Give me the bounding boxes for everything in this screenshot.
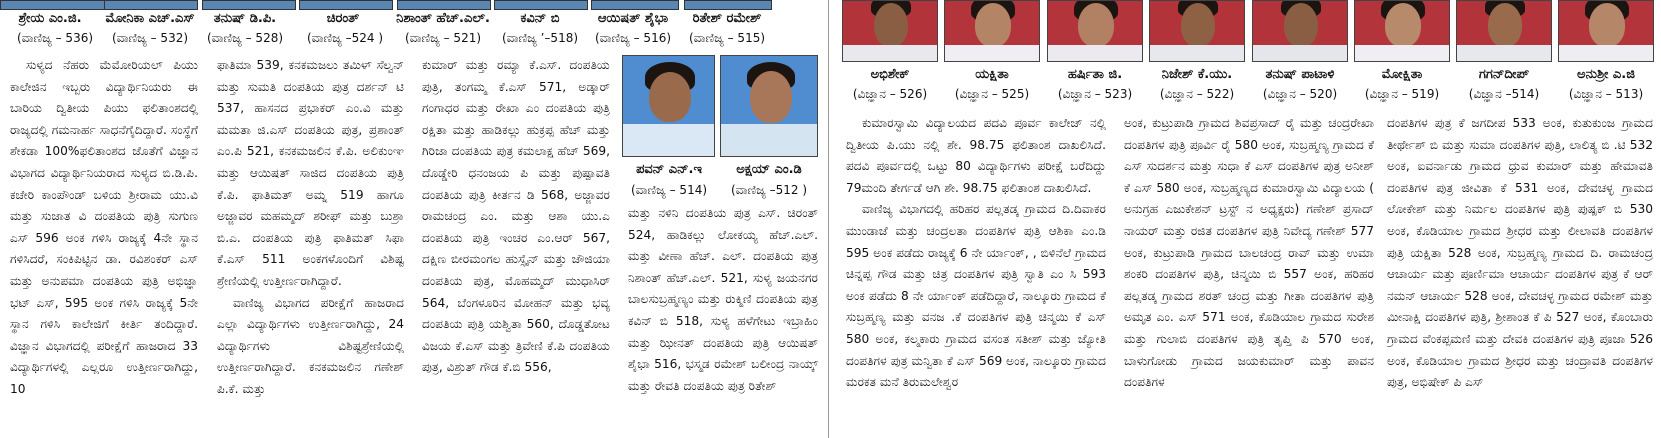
student-stream-score: (ವಾಣಿಜ್ಯ – 521): [404, 31, 482, 45]
student-stream-score: (ವಾಣಿಜ್ಯ – 516): [594, 31, 672, 45]
student-stream-score: (ವಿಜ್ಞಾನ – 525): [954, 87, 1030, 101]
student-stream-score: (ವಿಜ್ಞಾನ – 513): [1568, 87, 1644, 101]
student-stream-score: (ವಾಣಿಜ್ಯ – 536): [16, 31, 94, 45]
student-name: ಮೋಕ್ಷಿತಾ: [1381, 67, 1423, 82]
student-photo: [684, 0, 772, 10]
student-photo: [944, 0, 1040, 62]
paragraph: ವಾಣಿಜ್ಯ ವಿಭಾಗದಲ್ಲಿ ಹರಿಹರ ಪಲ್ಲತಡ್ಕ ಗ್ರಾಮದ ದಿ.ದಿವಾಕರ ಮುಂಡಾಜೆ ಮತ್ತು ಚಂದ್ರಲತಾ ದಂಪತಿಗಳ ಪುತ್ರಿ ಆಶಿಕಾ ಎಂ.ಡಿ 595 ಅಂಕ ಪಡೆದು ರಾಜ್ಯಕ್ಕೆ 6 ನೇ ರ್ಯಾಂಕ್, , ಬಿಳಿನೆಲೆ ಗ್ರಾಮದ ಚಿನ್ನಪ್ಪ ಗೌಡ ಮತ್ತು ಚಿತ್ರ ದಂಪತಿಗಳ ಪುತ್ರಿ ಸ್ವಾತಿ ಎಂ ಸಿ 593 ಅಂಕ ಪಡೆದು 8 ನೇ ರ್ಯಾಂಕ್ ಪಡೆದಿದ್ದಾರೆ, ನಾಲ್ಕೂರು ಗ್ರಾಮದ ಕೆ ಸುಬ್ರಹ್ಮಣ್ಯ ಮತ್ತು ವನಜ .ಕೆ ದಂಪತಿಗಳ ಪುತ್ರಿ ಚಿನ್ಮಯಿ ಕೆ ಎಸ್ 580 ಅಂಕ, ಕಲ್ಮಕಾರು ಗ್ರಾಮದ ವಸಂತ ಸತೀಶ್ ಮತ್ತು ಜ್ಯೋತಿ ದಂಪತಿಗಳ ಪುತ್ರ ಮನ್ವಿತಾ ಕೆ ಎಸ್ 569 ಅಂಕ, ನಾಲ್ಕೂರು ಗ್ರಾಮದ ಮರಕತ ಮನೆ ತಿರುಮಲೇಶ್ವರ: [846, 202, 1106, 390]
student-photo: [720, 55, 818, 157]
student-name: ಆಯಿಷತ್ ಶೈಭಾ: [597, 11, 669, 26]
student-stream-score: (ವಿಜ್ಞಾನ – 519): [1364, 87, 1440, 101]
paragraph: ಮತ್ತು ನಳಿನಿ ದಂಪತಿಯ ಪುತ್ರ ಎಸ್. ಚಿರಂತ್ 524, ಹಾಡಿಕಲ್ಲು ಲೋಕಯ್ಯ ಹೆಚ್.ಎಲ್. ಮತ್ತು ವೀಣಾ ಹೆಚ್. ಎಲ್. ದಂಪತಿಯ ಪುತ್ರ ನಿಶಾಂತ್ ಹೆಚ್.ಎಲ್. 521, ಸುಳ್ಯ ಜಯನಗರ ಬಾಲಸುಬ್ರಹ್ಮಣ್ಯಂ ಮತ್ತು ರುಕ್ಮಿಣಿ ದಂಪತಿಯ ಪುತ್ರ ಕವಿನ್ ಬಿ 518, ಸುಳ್ಯ ಹಳೆಗೇಟು ಇಬ್ರಾಹಿಂ ಮತ್ತು ಝೀನತ್ ದಂಪತಿಯ ಪುತ್ರಿ ಆಯಿಷತ್ ಶೈಭಾ 516, ಭಸ್ಮಡ ರಮೇಶ್ ಬಲೀಂದ್ರ ನಾಯ್ಕ್ ಮತ್ತು ರೇವತಿ ದಂಪತಿಯ ಪುತ್ರ ರಿತೇಶ್: [628, 206, 818, 393]
student-name: ಪವನ್ ಎನ್.ಇ: [636, 162, 702, 177]
paragraph: ಕುಮಾರಸ್ವಾಮಿ ವಿದ್ಯಾಲಯದ ಪದವಿ ಪೂರ್ವ ಕಾಲೇಜ್ ನಲ್ಲಿ ದ್ವಿತೀಯ ಪಿ.ಯು ನಲ್ಲಿ ಶೇ. 98.75 ಫಲಿತಾಂಶ ದಾಖಲಿಸಿದೆ. ಪದವಿ ಪೂರ್ವದಲ್ಲಿ ಒಟ್ಟು 80 ವಿದ್ಯಾರ್ಥಿಗಳು ಪರೀಕ್ಷೆ ಬರೆದಿದ್ದು 79ಮಂದಿ ತೇರ್ಗಡೆ ಆಗಿ ಶೇ. 98.75 ಫಲಿತಾಂಶ ದಾಖಲಿಸಿದೆ.: [846, 116, 1106, 195]
student-photo: [1149, 0, 1245, 62]
student-photo: [591, 0, 679, 10]
article-column-4: [628, 203, 818, 438]
student-photo: [622, 55, 715, 157]
paragraph: ವಾಣಿಜ್ಯ ವಿಭಾಗದ ಪರೀಕ್ಷೆಗೆ ಹಾಜರಾದ ಎಲ್ಲಾ ವಿದ್ಯಾರ್ಥಿಗಳು ಉತ್ತೀರ್ಣರಾಗಿದ್ದು, 24 ವಿದ್ಯಾರ್ಥಿಗಳು ವಿಶಿಷ್ಟಶ್ರೇಣಿಯಲ್ಲಿ ಉತ್ತೀರ್ಣರಾಗಿದ್ದಾರೆ. ಕನಕಮಜಲಿನ ಗಣೇಶ್ ಪಿ.ಕೆ. ಮತ್ತು: [217, 295, 404, 396]
student-name: ಕವಿನ್ ಬಿ: [520, 11, 560, 26]
student-photo: [104, 0, 198, 10]
student-photo: [1558, 0, 1654, 62]
student-name: ಗಗನ್‌ದೀಪ್: [1478, 67, 1530, 82]
student-stream-score: (ವಾಣಿಜ್ಯ – 514): [630, 183, 708, 197]
student-name: ಶ್ರೇಯ ಎಂ.ಜಿ.: [18, 11, 82, 26]
student-stream-score: (ವಾಣಿಜ್ಯ – 528): [206, 31, 284, 45]
article-column-7: [1387, 113, 1653, 438]
student-photo: [299, 0, 393, 10]
student-name: ಅಕ್ಷಯ್ ಎಂ.ಡಿ: [736, 162, 802, 177]
student-name: ಹರ್ಷಿತಾ ಜಿ.: [1067, 67, 1123, 82]
paragraph: ದಂಪತಿಗಳ ಪುತ್ರ ಕೆ ಜಗದೀಪ 533 ಅಂಕ, ಕುತುಕುಂಜ ಗ್ರಾಮದ ತೀರ್ಥೇಶ್ ಬಿ ಮತ್ತು ಸುಮಾ ದಂಪತಿಗಳ ಪುತ್ರಿ, ಲಾಲಿತ್ಯ ಬಿ .ಟಿ 532 ಅಂಕ, ಐವರ್ನಾಡು ಗ್ರಾಮದ ಧ್ರುವ ಕುಮಾರ್ ಮತ್ತು ಹೇಮಾವತಿ ದಂಪತಿಗಳ ಪುತ್ರ ಜೀವಿತಾ ಕೆ 531 ಅಂಕ, ದೇವಚಳ್ಳ ಗ್ರಾಮದ ಲೋಕೇಶ್ ಮತ್ತು ನಿರ್ಮಲ ದಂಪತಿಗಳ ಪುತ್ರಿ ಪುಷ್ಪಕ್ ಬಿ 530 ಅಂಕ, ಕೊಡಿಯಾಲ ಗ್ರಾಮದ ಶ್ರೀಧರ ಮತ್ತು ಲೀಲಾವತಿ ದಂಪತಿಗಳ ಪುತ್ರಿ ಯಕ್ಷಿತಾ 528 ಅಂಕ, ಸುಬ್ರಹ್ಮಣ್ಯ ಗ್ರಾಮದ ದಿ. ರಾಮಚಂದ್ರ ಆಚಾರ್ಯ ಮತ್ತು ಪೂರ್ಣಿಮಾ ಆಚಾರ್ಯ ದಂಪತಿಗಳ ಪುತ್ರ ಕೆ ಆರ್ ನಮನ್ ಆಚಾರ್ಯ 528 ಅಂಕ, ದೇವಚಳ್ಳ ಗ್ರಾಮದ ರಮೇಶ್ ಮತ್ತು ಮೀನಾಕ್ಷಿ ದಂಪತಿಗಳ ಪುತ್ರಿ, ಶ್ರೀಶಾಂತ ಕೆ ಪಿ 527 ಅಂಕ, ಕೊಂಬಾರು ಗ್ರಾಮದ ವೆಂಕಪ್ಪಮಣಿ ಮತ್ತು ದೇವಕಿ ದಂಪತಿಗಳ ಪುತ್ರಿ ಪೂಜಾ 526 ಅಂಕ, ಕೊಡಿಯಾಲ ಗ್ರಾಮದ ಶ್ರೀಧರ ಮತ್ತು ಚಂದ್ರಾವತಿ ದಂಪತಿಗಳ ಪುತ್ರ, ಅಭಿಷೇಕ್ ಪಿ ಎಸ್: [1387, 116, 1653, 390]
student-stream-score: (ವಿಜ್ಞಾನ – 520): [1262, 87, 1338, 101]
student-name: ನಿಶಾಂತ್ ಹೆಚ್.ಎಲ್.: [396, 11, 490, 26]
student-name: ಯಕ್ಷಿತಾ: [975, 67, 1009, 82]
paragraph: ಕುಮಾರ್ ಮತ್ತು ರಮ್ಯಾ ಕೆ.ಎಸ್. ದಂಪತಿಯ ಪುತ್ರಿ, ತಂಗಮ್ಮ ಕೆ.ಎಸ್ 571, ಅಡ್ಕಾರ್ ಗಂಗಾಧರ ಮತ್ತು ರೇಖಾ ಎಂ ದಂಪತಿಯ ಪುತ್ರಿ ರಕ್ಷಿತಾ ಮತ್ತು ಹಾಡಿಕಲ್ಲು ಹುಕ್ರಪ್ಪ ಹೆಚ್ ಮತ್ತು ಗಿರಿಜಾ ದಂಪತಿಯ ಪುತ್ರ ಕಮಲಾಕ್ಷ ಹೆಚ್ 569, ದೊಡ್ಡೇರಿ ಧನಂಜಯ ಪಿ ಮತ್ತು ಪುಷ್ಪಾವತಿ ದಂಪತಿಯ ಪುತ್ರಿ ಕೀರ್ತನ ಡಿ 568, ಅಜ್ಜಾವರ ರಾಮಚಂದ್ರ ಎಂ. ಮತ್ತು ಆಶಾ ಯು.ಎ ದಂಪತಿಯ ಪುತ್ರಿ ಇಂಚರ ಎಂ.ಆರ್ 567, ದಕ್ಷಿಣ ಬೀರಮಂಗಲ ಹುಸ್ಸೈನ್ ಮತ್ತು ಜೌಜಿಯಾ ದಂಪತಿಯ ಪುತ್ರ, ಮೊಹಮ್ಮದ್ ಮುಧಾಸಿರ್ 564, ಬೆಂಗಳೂರಿನ ಮೋಹನ್ ಮತ್ತು ಭವ್ಯ ದಂಪತಿಯ ಪುತ್ರಿ ಯಶ್ವಿತಾ 560, ದೊಡ್ಡತೋಟ ವಿಜಯ ಕೆ.ಎಸ್ ಮತ್ತು ತ್ರಿವೇಣಿ ಕೆ.ಪಿ ದಂಪತಿಯ ಪುತ್ರ, ವಿಶ್ರುತ್ ಗೌಡ ಕೆ.ಬಿ 556,: [422, 58, 610, 375]
student-name: ರಿತೇಶ್ ರಮೇಶ್: [692, 11, 762, 26]
student-name: ಅಭಿಶೇಕ್: [870, 67, 910, 82]
student-name: ನಿಜೇಶ್ ಕೆ.ಯು.: [1161, 67, 1233, 82]
student-photo: [1456, 0, 1552, 62]
student-photo: [494, 0, 588, 10]
student-photo: [1252, 0, 1348, 62]
student-stream-score: (ವಿಜ್ಞಾನ –514): [1468, 87, 1540, 101]
student-photo: [1354, 0, 1450, 62]
article-column-6: [1124, 113, 1374, 438]
student-stream-score: (ವಾಣಿಜ್ಯ – 515): [688, 31, 766, 45]
article-column-1: [10, 55, 198, 438]
student-name: ತನುಷ್ ಪಾಟಾಳಿ: [1265, 67, 1335, 82]
column-divider: [828, 0, 829, 438]
student-name: ಅನುಶ್ರೀ ಎ.ಜಿ: [1577, 67, 1635, 82]
student-stream-score: (ವಾಣಿಜ್ಯ – 532): [111, 31, 189, 45]
student-name: ತನುಷ್ ಡಿ.ಪಿ.: [213, 11, 277, 26]
student-photo: [202, 0, 296, 10]
student-stream-score: (ವಿಜ್ಞಾನ – 526): [852, 87, 928, 101]
paragraph: ಸುಳ್ಯದ ನೆಹರು ಮೆಮೋರಿಯಲ್ ಪಿಯು ಕಾಲೇಜಿನ ಇಬ್ಬರು ವಿದ್ಯಾರ್ಥಿನಿಯರು ಈ ಬಾರಿಯ ದ್ವಿತೀಯ ಪಿಯು ಫಲಿತಾಂಶದಲ್ಲಿ ರಾಜ್ಯದಲ್ಲಿ ಗಮನಾರ್ಹ ಸಾಧನೆಗೈದಿದ್ದಾರೆ. ಸಂಸ್ಥೆಗೆ ಶೇಕಡಾ 100%ಫಲಿತಾಂಶದ ಜೊತೆಗೆ ವಿಜ್ಞಾನ ವಿಭಾಗದ ವಿದ್ಯಾರ್ಥಿನಿಯರಾದ ಸುಳ್ಯದ ಬಿ.ಡಿ.ಪಿ. ಕಚೇರಿ ಕಾಂಪೌಂಡ್ ಬಳಿಯ ಶ್ರೀರಾಮ ಯು.ವಿ ಮತ್ತು ಸುಜಾತ ವಿ ದಂಪತಿಯ ಪುತ್ರಿ ಸುಗುಣ ಎಸ್ 596 ಅಂಕ ಗಳಿಸಿ ರಾಜ್ಯಕ್ಕೆ 4ನೇ ಸ್ಥಾನ ಗಳಿಸಿದರೆ, ಸಂಕಿಪಿಟ್ಟಿನ ಡಾ. ರವಿಶಂಕರ್ ಎಸ್ ಮತ್ತು ಅನುಪಮಾ ದಂಪತಿಯ ಪುತ್ರಿ ಅಭಿಜ್ಞಾ ಭಟ್ ಎಸ್, 595 ಅಂಕ ಗಳಿಸಿ ರಾಜ್ಯಕ್ಕೆ 5ನೇ ಸ್ಥಾನ ಗಳಿಸಿ ಕಾಲೇಜಿಗೆ ಕೀರ್ತಿ ತಂದಿದ್ದಾರೆ. ವಿಜ್ಞಾನ ವಿಭಾಗದಲ್ಲಿ ಪರೀಕ್ಷೆಗೆ ಹಾಜರಾದ 33 ವಿದ್ಯಾರ್ಥಿಗಳಲ್ಲಿ ಎಲ್ಲರೂ ಉತ್ತೀರ್ಣರಾಗಿದ್ದು, 10: [10, 58, 198, 396]
paragraph: ಅಂಕ, ಕುಟ್ರುಪಾಡಿ ಗ್ರಾಮದ ಶಿವಪ್ರಸಾದ್ ರೈ ಮತ್ತು ಚಂದ್ರರೇಖಾ ದಂಪತಿಗಳ ಪುತ್ರಿ ಪೂರ್ವಿ ರೈ 580 ಅಂಕ, ಸುಬ್ರಹ್ಮಣ್ಯ ಗ್ರಾಮದ ಕೆ ಎಸ್ ಸುದರ್ಶನ ಮತ್ತು ಸುಧಾ ಕೆ ಎಸ್ ದಂಪತಿಗಳ ಪುತ್ರ ಅನೀಶ್ ಕೆ ಎಸ್ 580 ಅಂಕ, ಸುಬ್ರಹ್ಮಣ್ಯದ ಕುಮಾರಸ್ವಾಮಿ ವಿದ್ಯಾಲಯ ( ಅನುಗ್ರಹ ಎಜುಕೇಶನ್ ಟ್ರಸ್ಟ್ ನ ಅಧ್ಯಕ್ಷರು) ಗಣೇಶ್ ಪ್ರಸಾದ್ ನಾಯರ್ ಮತ್ತು ರಜಿತ ದಂಪತಿಗಳ ಪುತ್ರಿ ನಿವೇದ್ಯ ಗಣೇಶ್ 577 ಅಂಕ, ಕುಟ್ರುಪಾಡಿ ಗ್ರಾಮದ ಬಾಲಚಂದ್ರ ರಾವ್ ಮತ್ತು ಉಮಾ ಶಂಕರಿ ದಂಪತಿಗಳ ಪುತ್ರಿ, ಚಿನ್ಮಯಿ ಬಿ 557 ಅಂಕ, ಹರಿಹರ ಪಲ್ಲತಡ್ಕ ಗ್ರಾಮದ ಶರತ್ ಚಂದ್ರ ಮತ್ತು ಗೀತಾ ದಂಪತಿಗಳ ಪುತ್ರಿ ಅಮೃತ ಎಂ. ಎಸ್ 571 ಅಂಕ, ಕೊಡಿಯಾಲ ಗ್ರಾಮದ ಸುರೇಶ ಮತ್ತು ಗುಲಾಬಿ ದಂಪತಿಗಳ ಪುತ್ರಿ ತೃಪ್ತಿ ಪಿ 570 ಅಂಕ, ಬಾಳುಗೋಡು ಗ್ರಾಮದ ಜಯಕುಮಾರ್ ಮತ್ತು ಪಾವನ ದಂಪತಿಗಳ: [1124, 116, 1374, 390]
student-name: ಚಿರಂತ್: [326, 11, 360, 26]
article-column-2: [217, 55, 404, 438]
student-stream-score: (ವಾಣಿಜ್ಯ ’–518): [501, 31, 579, 45]
student-photo: [1047, 0, 1143, 62]
student-name: ಮೋನಿಕಾ ಎಚ್.ಎಸ್: [105, 11, 195, 26]
student-photo: [0, 0, 108, 10]
student-stream-score: (ವಿಜ್ಞಾನ – 522): [1159, 87, 1235, 101]
article-column-3: [422, 55, 610, 438]
article-column-5: [846, 113, 1106, 438]
paragraph: ಫಾತಿಮಾ 539, ಕನಕಮಜಲು ತಮಿಳ್ ಸೆಲ್ವನ್ ಮತ್ತು ಸುಮತಿ ದಂಪತಿಯ ಪುತ್ರ ದರ್ಶನ್ ಟಿ 537, ಹಾಸನದ ಪ್ರಭಾಕರ್ ಎಂ.ವಿ ಮತ್ತು ಮಮತಾ ಜಿ.ಎಸ್ ದಂಪತಿಯ ಪುತ್ರ, ಪ್ರಶಾಂತ್ ಎಂ.ಪಿ 521, ಕನಕಮಜಲಿನ ಕೆ.ಪಿ. ಅಲಿಕುಂಞ ಮತ್ತು ಆಯಿಷತ್ ಸಾಜಿದ ದಂಪತಿಯ ಪುತ್ರಿ ಕೆ.ಪಿ. ಫಾತಿಮತ್ ಅಮ್ನ 519 ಹಾಗೂ ಅಜ್ಜಾವರ ಮಹಮ್ಮದ್ ಶರೀಫ್ ಮತ್ತು ಬುಶ್ರಾ ಬಿ.ಎ. ದಂಪತಿಯ ಪುತ್ರಿ ಫಾತಿಮತ್ ಸಿಫಾ ಕೆ.ಎಸ್ 511 ಅಂಕಗಳೊಂದಿಗೆ ವಿಶಿಷ್ಟ ಶ್ರೇಣಿಯಲ್ಲಿ ಉತ್ತೀರ್ಣರಾಗಿದ್ದಾರೆ.: [217, 58, 404, 288]
student-stream-score: (ವಾಣಿಜ್ಯ –512 ): [730, 183, 808, 197]
student-photo: [397, 0, 491, 10]
student-photo: [842, 0, 938, 62]
student-stream-score: (ವಾಣಿಜ್ಯ –524 ): [306, 31, 384, 45]
student-stream-score: (ವಿಜ್ಞಾನ – 523): [1057, 87, 1133, 101]
